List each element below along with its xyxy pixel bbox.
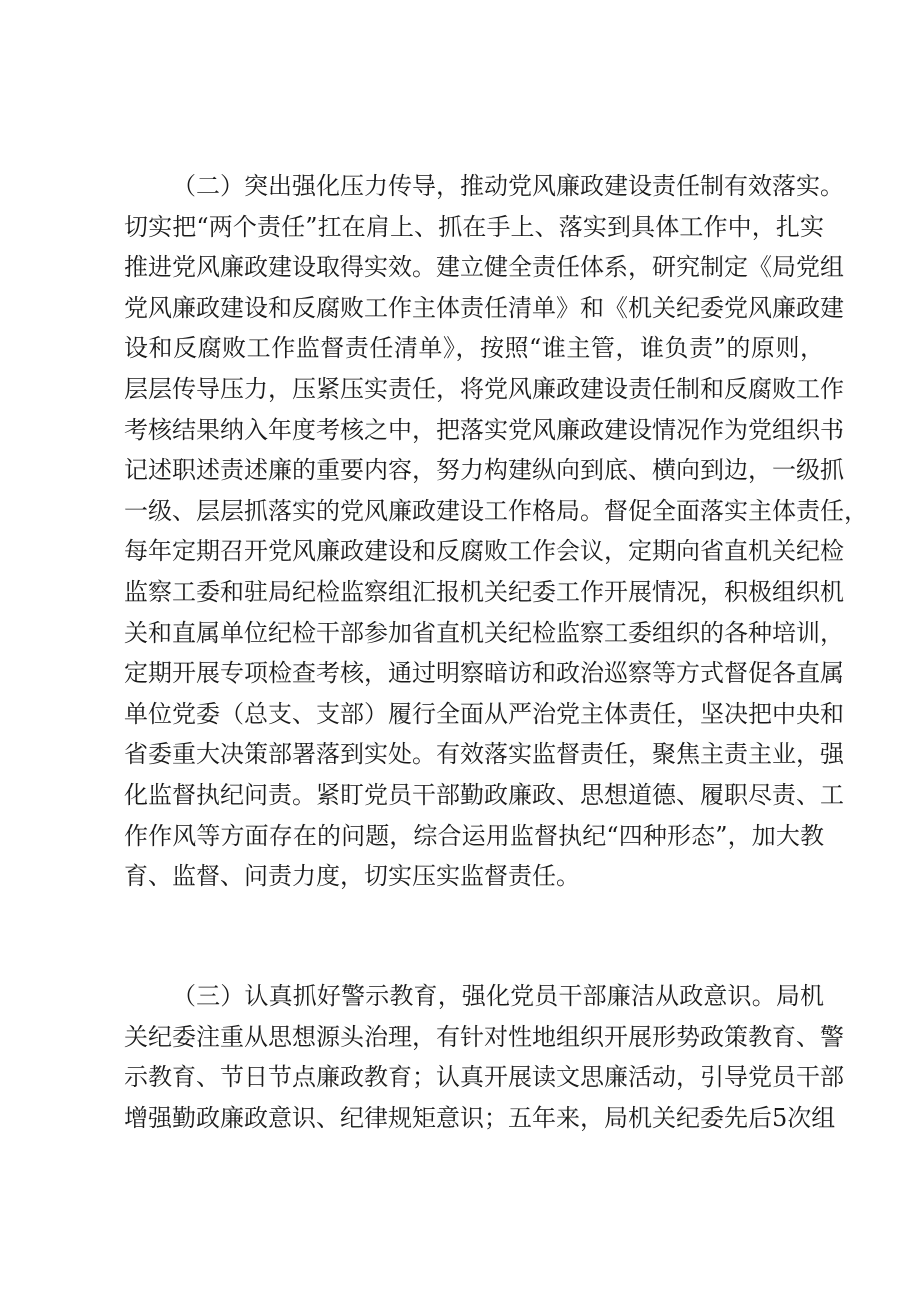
paragraph-line: 定期开展专项检查考核，通过明察暗访和政治巡察等方式督促各直属: [124, 659, 844, 688]
paragraph-line: （三）认真抓好警示教育，强化党员干部廉洁从政意识。局机: [172, 982, 824, 1010]
paragraph-line: 单位党委（总支、支部）履行全面从严治党主体责任，坚决把中央和: [124, 699, 844, 728]
paragraph-line: 育、监督、问责力度，切实压实监督责任。: [124, 862, 580, 891]
paragraph-section-3: [124, 976, 844, 1138]
paragraph-line: 关纪委注重从思想源头治理，有针对性地组织开展形势政策教育、警: [124, 1022, 844, 1051]
paragraph-line: 化监督执纪问责。紧盯党员干部勤政廉政、思想道德、履职尽责、工: [124, 780, 844, 809]
paragraph-line: 党风廉政建设和反腐败工作主体责任清单》和《机关纪委党风廉政建: [124, 293, 844, 322]
paragraph-line: 关和直属单位纪检干部参加省直机关纪检监察工委组织的各种培训，: [124, 618, 844, 647]
paragraph-line: 考核结果纳入年度考核之中，把落实党风廉政建设情况作为党组织书: [124, 415, 844, 444]
paragraph-line: 监察工委和驻局纪检监察组汇报机关纪委工作开展情况，积极组织机: [124, 577, 844, 606]
paragraph-line: 一级、层层抓落实的党风廉政建设工作格局。督促全面落实主体责任，: [124, 496, 868, 525]
paragraph-line: 记述职述责述廉的重要内容，努力构建纵向到底、横向到边，一级抓: [124, 456, 844, 485]
paragraph-section-2: [124, 166, 868, 897]
paragraph-line: 切实把“两个责任”扛在肩上、抓在手上、落实到具体工作中，扎实: [124, 212, 824, 241]
paragraph-line: 推进党风廉政建设取得实效。建立健全责任体系，研究制定《局党组: [124, 253, 844, 282]
paragraph-line: 作作风等方面存在的问题，综合运用监督执纪“四种形态”，加大教: [124, 821, 824, 850]
paragraph-line: 层层传导压力，压紧压实责任，将党风廉政建设责任制和反腐败工作: [124, 374, 844, 403]
paragraph-line: 省委重大决策部署落到实处。有效落实监督责任，聚焦主责主业，强: [124, 740, 844, 769]
paragraph-line: 示教育、节日节点廉政教育；认真开展读文思廉活动，引导党员干部: [124, 1063, 844, 1092]
paragraph-line: 每年定期召开党风廉政建设和反腐败工作会议，定期向省直机关纪检: [124, 537, 844, 566]
paragraph-line: 设和反腐败工作监督责任清单》，按照“谁主管，谁负责”的原则，: [124, 334, 824, 363]
paragraph-line: 增强勤政廉政意识、纪律规矩意识；五年来，局机关纪委先后5次组: [124, 1103, 836, 1132]
paragraph-line: （二）突出强化压力传导，推动党风廉政建设责任制有效落实。: [172, 172, 844, 200]
